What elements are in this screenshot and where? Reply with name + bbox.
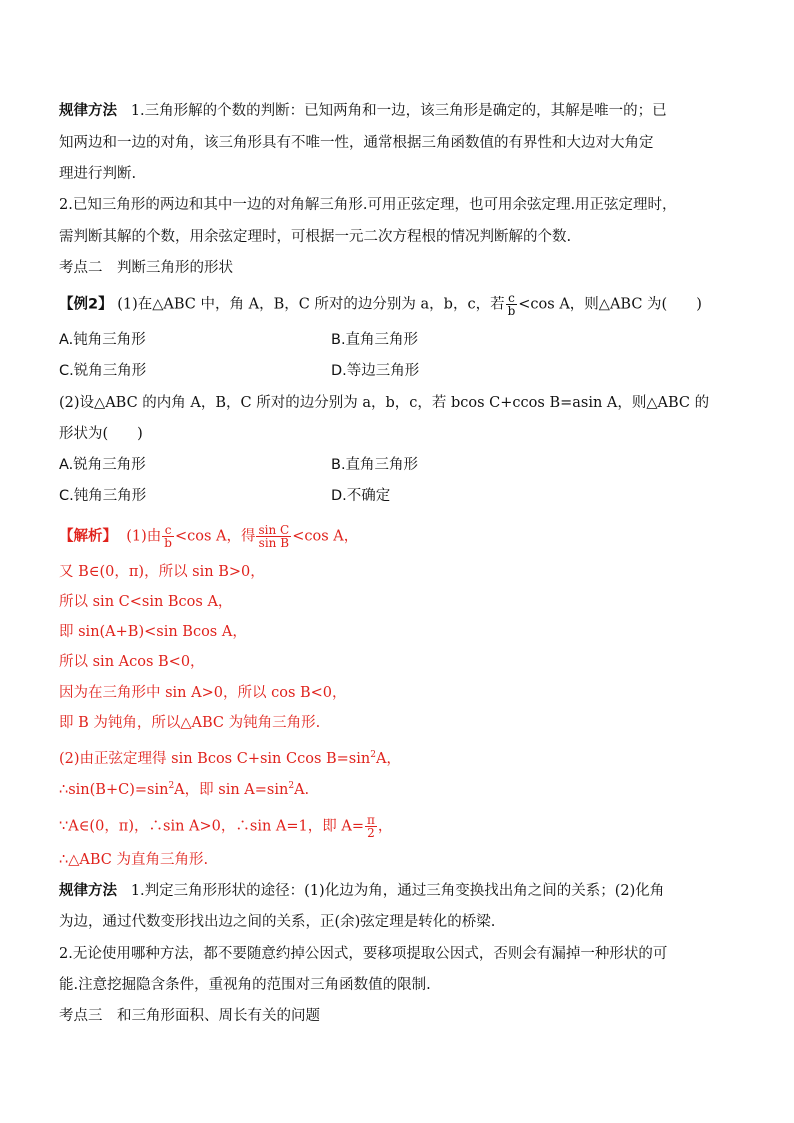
example2-q1 [59,292,742,317]
sol-l9-b: A，即 sin A=sin [174,781,289,798]
q1-text-a: (1)在△ABC 中，角 A，B，C 所对的边分别为 a，b，c，若 [117,296,505,313]
sol-l8-b: A， [375,750,401,767]
sol-l10-b: ， [377,818,393,835]
sol-f2-num: sin C [258,523,290,537]
sol-f1-den: b [164,536,172,550]
solution-line4: 即 sin(A+B)<sin Bcos A， [59,624,247,640]
solution-line3: 所以 sin C<sin Bcos A， [59,594,233,610]
solution-line2: 又 B∈(0，π)，所以 sin B>0， [59,564,265,580]
method2-line1 [59,881,742,901]
q1-options-row2 [59,361,742,381]
q1-options-row1 [59,330,742,350]
q2-options-row2 [59,486,742,506]
sol-l9-c: A. [294,781,310,798]
sol-l8-a: (2)由正弦定理得 sin Bcos C+sin Ccos B=sin [59,750,371,767]
q2-option-d: D.不确定 [331,488,391,504]
method1-text1: 1.三角形解的个数的判断：已知两角和一边，该三角形是确定的，其解是唯一的；已 [130,103,667,119]
section3-title: 考点三 和三角形面积、周长有关的问题 [59,1008,320,1024]
method1-line2: 知两边和一边的对角，该三角形具有不唯一性，通常根据三角函数值的有界性和大边对大角定 [59,135,654,151]
sol-l9-sup1: 2 [168,781,175,791]
solution-line9 [59,776,742,800]
method1-line3: 理进行判断. [59,166,137,182]
q2-option-a: A.锐角三角形 [59,457,146,473]
sol-l9-a: ∴sin(B+C)=sin [59,781,169,798]
method1-line5: 需判断其解的个数，用余弦定理时，可根据一元二次方程根的情况判断解的个数. [59,229,572,245]
sol-l1-b: <cos A，得 [174,528,256,545]
sol-l9-sup2: 2 [288,781,295,791]
q2-options-row1 [59,455,742,475]
solution-label: 【解析】 [59,528,117,545]
method2-text1: 1.判定三角形形状的途径：(1)化边为角，通过三角变换找出角之间的关系；(2)化角 [130,883,665,899]
method2-line4: 能.注意挖掘隐含条件，重视角的范围对三角函数值的限制. [59,977,431,993]
sol-l1-c: <cos A， [292,528,359,545]
sol-fraction-1 [162,524,174,549]
q1-frac-num: c [508,291,515,305]
q1-text-b: <cos A，则△ABC 为( ) [518,296,702,313]
sol-f2-den: sin B [256,536,291,549]
q1-frac-den: b [507,304,516,318]
sol-fraction-pi [365,814,377,839]
q1-option-b: B.直角三角形 [331,332,419,348]
method2-heading: 规律方法 [59,883,117,899]
solution-line11: ∴△ABC 为直角三角形. [59,852,209,868]
method1-line1 [59,101,742,121]
solution-line7: 即 B 为钝角，所以△ABC 为钝角三角形. [59,715,321,731]
sol-l10-a: ∵A∈(0，π)，∴sin A>0，∴sin A=1，即 A= [59,818,364,835]
solution-line6: 因为在三角形中 sin A>0，所以 cos B<0， [59,685,347,701]
q2-option-c: C.钝角三角形 [59,488,147,504]
sol-pi-den: 2 [365,826,377,839]
q2-option-b: B.直角三角形 [331,457,419,473]
method2-line2: 为边，通过代数变形找出边之间的关系，正(余)弦定理是转化的桥梁. [59,914,496,930]
section2-title: 考点二 判断三角形的形状 [59,260,233,276]
q1-option-c: C.锐角三角形 [59,363,147,379]
method1-line4: 2.已知三角形的两边和其中一边的对角解三角形.可用正弦定理，也可用余弦定理.用正弦定理时， [59,197,677,213]
sol-l8-sup: 2 [370,750,376,760]
solution-line10 [59,814,742,839]
q1-option-d: D.等边三角形 [331,363,420,379]
q2-line2: 形状为( ) [59,426,143,442]
method1-heading: 规律方法 [59,103,117,119]
method2-line3: 2.无论使用哪种方法，都不要随意约掉公因式，要移项提取公因式，否则会有漏掉一种形状的可 [59,946,668,962]
q1-option-a: A.钝角三角形 [59,332,146,348]
sol-f1-num: c [164,523,172,537]
solution-line5: 所以 sin Acos B<0， [59,654,205,670]
solution-line8 [59,745,742,769]
q2-line1: (2)设△ABC 的内角 A，B，C 所对的边分别为 a，b，c，若 bcos C+ccos B=asin A，则△ABC 的 [59,395,710,411]
q1-fraction [506,292,518,317]
sol-l1-a: (1)由 [126,528,162,545]
solution-line1 [59,524,742,549]
sol-fraction-2 [256,524,291,549]
sol-pi-num: π [366,813,375,827]
example2-label: 【例2】 [59,296,113,313]
